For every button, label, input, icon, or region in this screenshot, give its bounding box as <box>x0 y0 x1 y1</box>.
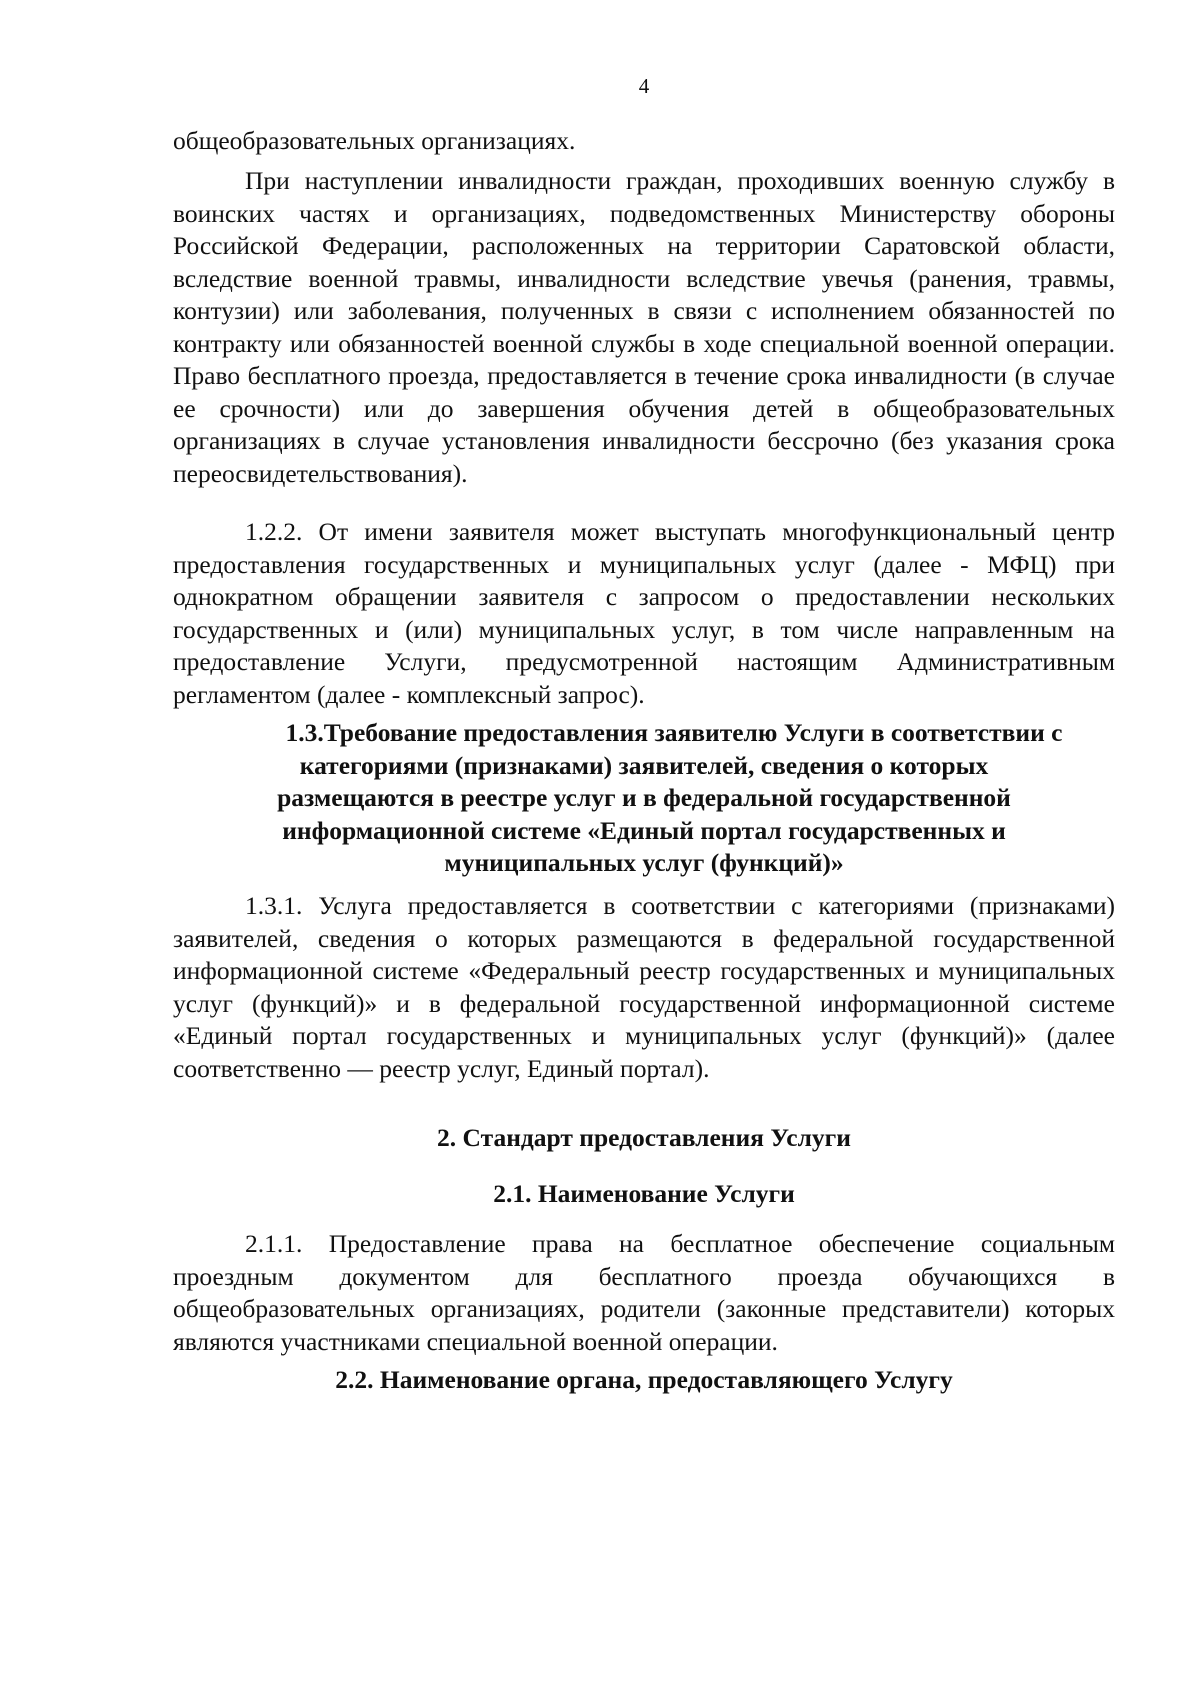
heading-1-3 <box>173 717 1115 880</box>
paragraph-continuation: общеобразовательных организациях. <box>173 126 576 155</box>
paragraph-1-3-1: 1.3.1. Услуга предоставляется в соответствии с категориями (признаками) заявителей, сведения о которых размещаются в федеральной государственной информационной системе «Федеральный реестр государственных и муниципальных услуг (функций)» и в федеральной государственной информационной системе «Единый портал государственных и муниципальных услуг (функций)» (далее соответственно — реестр услуг, Единый портал). <box>173 891 1115 1083</box>
heading-2-2: 2.2. Наименование органа, предоставляющего Услугу <box>335 1365 953 1394</box>
paragraph-disability-travel-right: При наступлении инвалидности граждан, проходивших военную службу в воинских частях и организациях, подведомственных Министерству обороны Российской Федерации, расположенных на территории Саратовской области, вследствие военной травмы, инвалидности вследствие увечья (ранения, травмы, контузии) или заболевания, полученных в связи с исполнением обязанностей по контракту или обязанностей военной службы в ходе специальной военной операции. Право бесплатного проезда, предоставляется в течение срока инвалидности (в случае ее срочности) или до завершения обучения детей в общеобразовательных организациях в случае установления инвалидности бессрочно (без указания срока переосвидетельствования). <box>173 166 1115 488</box>
heading-1-3-line-1: 1.3.Требование предоставления заявителю Услуги в соответствии с <box>285 718 1063 747</box>
heading-1-3-line-4: информационной системе «Единый портал государственных и <box>282 815 1006 845</box>
paragraph-1-2-2: 1.2.2. От имени заявителя может выступать многофункциональный центр предоставления государственных и муниципальных услуг (далее - МФЦ) при однократном обращении заявителя с запросом о предоставлении нескольких государственных и (или) муниципальных услуг, в том числе направленным на предоставление Услуги, предусмотренной настоящим Административным регламентом (далее - комплексный запрос). <box>173 517 1115 709</box>
heading-1-3-line-3: размещаются в реестре услуг и в федеральной государственной <box>277 783 1011 812</box>
heading-2: 2. Стандарт предоставления Услуги <box>437 1123 851 1152</box>
heading-2-1: 2.1. Наименование Услуги <box>493 1179 795 1208</box>
heading-1-3-line-2: категориями (признаками) заявителей, сведения о которых <box>299 750 989 780</box>
page-number: 4 <box>638 74 650 98</box>
heading-1-3-line-5: муниципальных услуг (функций)» <box>444 848 844 877</box>
paragraph-2-1-1: 2.1.1. Предоставление права на бесплатное обеспечение социальным проездным документом для бесплатного проезда обучающихся в общеобразовательных организациях, родители (законные представители) которых являются участниками специальной военной операции. <box>173 1229 1115 1356</box>
